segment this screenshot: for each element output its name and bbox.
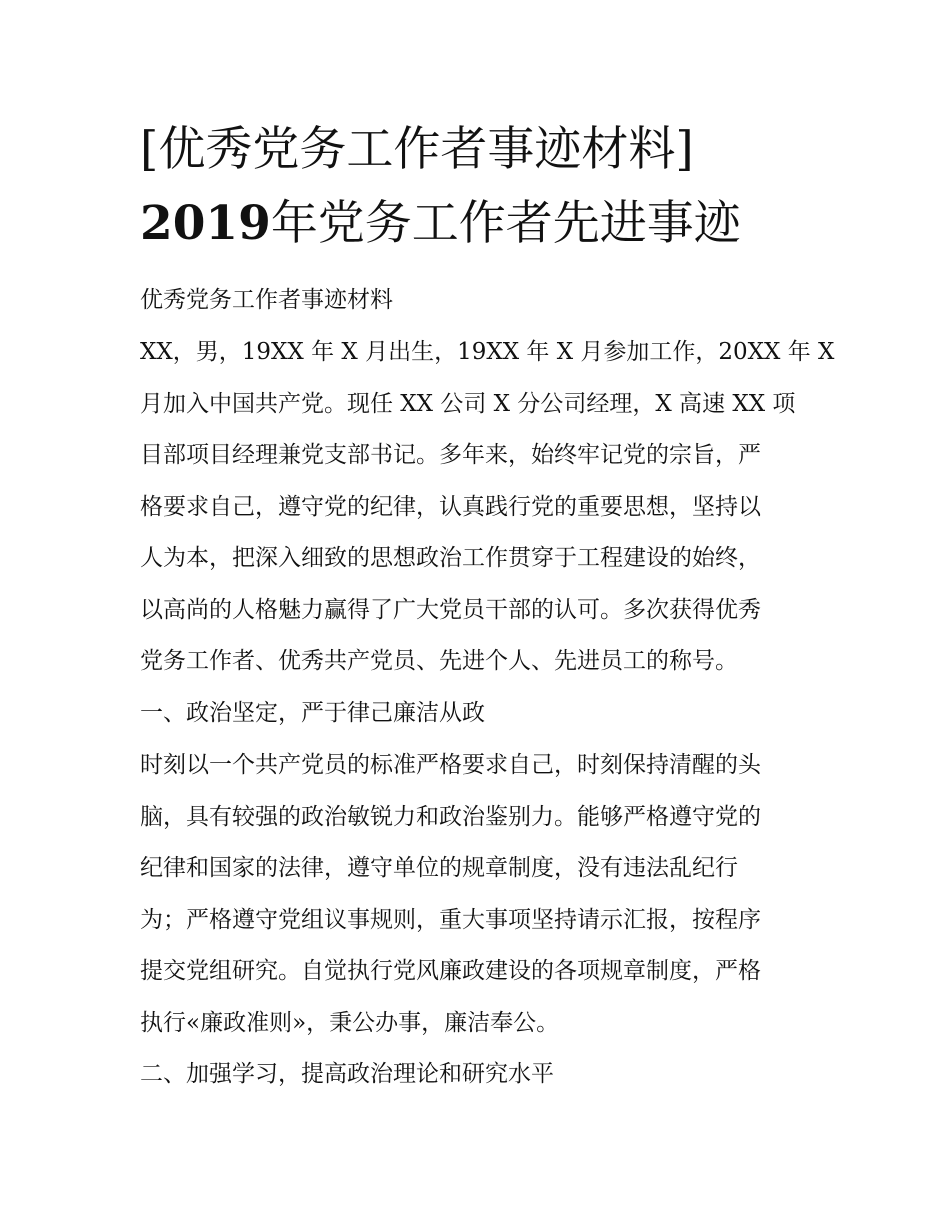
section-2-heading — [140, 1049, 820, 1101]
document-subtitle — [140, 275, 820, 327]
section-1-line: 为；严格遵守党组议事规则，重大事项坚持请示汇报，按程序 — [140, 906, 761, 933]
section-1-heading — [140, 688, 820, 740]
document-title-line-1 — [140, 122, 694, 177]
intro-line: 格要求自己，遵守党的纪律，认真践行党的重要思想，坚持以 — [140, 493, 761, 520]
intro-paragraph — [140, 327, 835, 688]
intro-line: 月加入中国共产党。现任 XX 公司 X 分公司经理，X 高速 XX 项 — [140, 390, 796, 417]
intro-line: 人为本，把深入细致的思想政治工作贯穿于工程建设的始终， — [140, 545, 761, 571]
intro-line: 以高尚的人格魅力赢得了广大党员干部的认可。多次获得优秀 — [140, 596, 761, 623]
document-title-line-2 — [140, 196, 741, 251]
title-text-1: [优秀党务工作者事迹材料] — [140, 122, 694, 177]
section-1-line: 脑，具有较强的政治敏锐力和政治鉴别力。能够严格遵守党的 — [140, 803, 761, 830]
title-year: 2019 — [140, 196, 271, 251]
section-1-line: 提交党组研究。自觉执行党风廉政建设的各项规章制度，严格 — [140, 958, 761, 984]
section-1-paragraph — [140, 740, 820, 1049]
section-2-heading-text: 二、加强学习，提高政治理论和研究水平 — [140, 1061, 554, 1087]
intro-line: 党务工作者、优秀共产党员、先进个人、先进员工的称号。 — [140, 648, 738, 674]
section-1-line: 执行«廉政准则»，秉公办事，廉洁奉公。 — [140, 1009, 560, 1036]
subtitle-text: 优秀党务工作者事迹材料 — [140, 287, 393, 313]
section-1-line: 纪律和国家的法律，遵守单位的规章制度，没有违法乱纪行 — [140, 855, 738, 881]
intro-line: 目部项目经理兼党支部书记。多年来，始终牢记党的宗旨，严 — [140, 442, 761, 468]
intro-line: XX，男，19XX 年 X 月出生，19XX 年 X 月参加工作，20XX 年 X — [140, 339, 835, 365]
section-1-line: 时刻以一个共产党员的标准严格要求自己，时刻保持清醒的头 — [140, 752, 761, 778]
section-1-heading-text: 一、政治坚定，严于律己廉洁从政 — [140, 700, 485, 726]
title-text-2: 年党务工作者先进事迹 — [270, 196, 741, 251]
